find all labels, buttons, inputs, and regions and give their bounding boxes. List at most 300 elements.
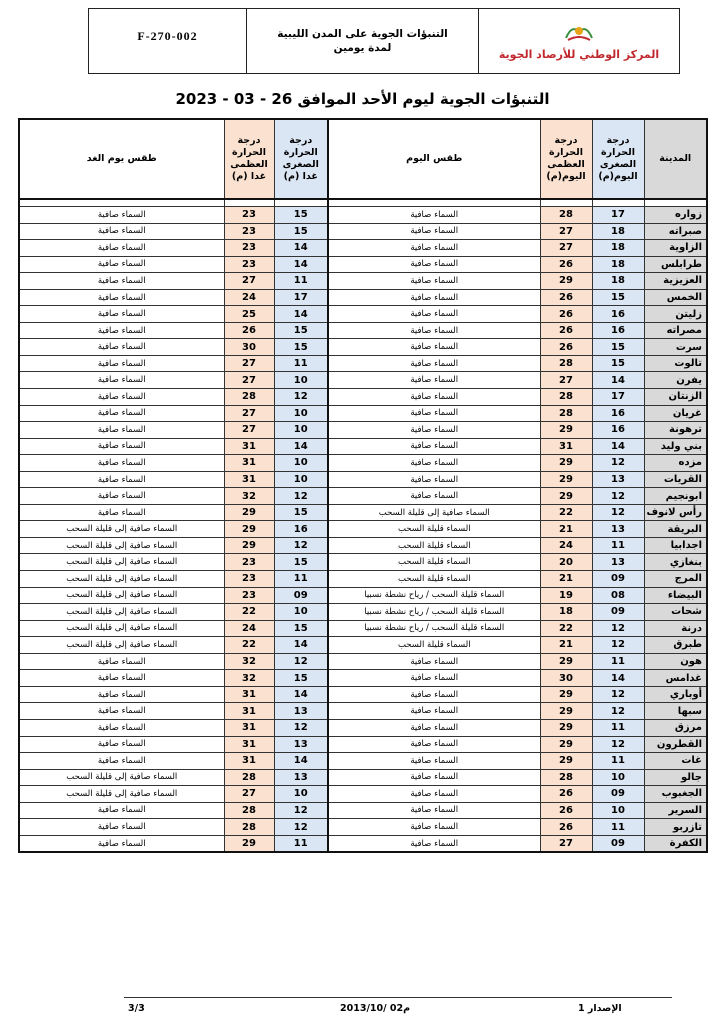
tomorrow-max-cell: 32 [224,670,274,687]
table-row [19,306,707,323]
today-max-cell: 26 [540,289,592,306]
tomorrow-weather-cell: السماء صافية [19,719,224,736]
tomorrow-max-cell: 27 [224,355,274,372]
tomorrow-weather-cell: السماء صافية [19,422,224,439]
tomorrow-max-cell: 28 [224,819,274,836]
table-row [19,620,707,637]
city-cell: درنة [644,620,707,637]
header-title [247,9,479,73]
today-weather-cell: السماء قليلة السحب [328,554,540,571]
table-row [19,537,707,554]
today-weather-cell: السماء قليلة السحب [328,537,540,554]
tomorrow-weather-cell: السماء صافية [19,819,224,836]
today-weather-cell: السماء صافية [328,686,540,703]
tomorrow-max-cell: 31 [224,686,274,703]
today-min-cell: 15 [592,355,644,372]
tomorrow-min-cell: 10 [274,455,328,472]
today-min-cell: 16 [592,322,644,339]
today-min-cell: 18 [592,223,644,240]
tomorrow-weather-cell: السماء صافية [19,256,224,273]
today-min-cell: 12 [592,703,644,720]
today-min-cell: 13 [592,471,644,488]
tomorrow-min-cell: 15 [274,223,328,240]
tomorrow-max-cell: 31 [224,438,274,455]
city-cell: الزنتان [644,389,707,406]
city-cell: اجدابيا [644,537,707,554]
city-cell: رأس لانوف [644,504,707,521]
today-min-cell: 13 [592,521,644,538]
table-row [19,422,707,439]
tomorrow-weather-cell: السماء صافية [19,438,224,455]
tomorrow-min-cell: 12 [274,488,328,505]
tomorrow-weather-cell: السماء صافية [19,455,224,472]
table-row [19,753,707,770]
tomorrow-min-cell: 14 [274,306,328,323]
today-min-cell: 11 [592,653,644,670]
today-max-cell: 22 [540,504,592,521]
tomorrow-weather-cell: السماء صافية [19,670,224,687]
today-weather-cell: السماء صافية [328,736,540,753]
tomorrow-weather-cell: السماء صافية [19,405,224,422]
tomorrow-weather-cell: السماء صافية إلى قليلة السحب [19,769,224,786]
tomorrow-max-cell: 23 [224,571,274,588]
tomorrow-min-cell: 11 [274,835,328,852]
today-min-cell: 14 [592,670,644,687]
col-header-tomorrow-min: درجة الحرارة الصغرى (م) غدا [274,119,328,199]
city-cell: هون [644,653,707,670]
city-cell: تازربو [644,819,707,836]
today-max-cell: 29 [540,703,592,720]
today-max-cell: 26 [540,256,592,273]
meteorology-logo-icon [562,22,596,44]
today-weather-cell: السماء قليلة السحب / رياح نشطة نسبيا [328,620,540,637]
tomorrow-weather-cell: السماء صافية إلى قليلة السحب [19,537,224,554]
today-weather-cell: السماء صافية [328,835,540,852]
table-row [19,322,707,339]
tomorrow-min-cell: 12 [274,389,328,406]
table-row [19,488,707,505]
tomorrow-max-cell: 32 [224,488,274,505]
tomorrow-max-cell: 31 [224,471,274,488]
forecast-table [18,118,708,853]
tomorrow-min-cell: 17 [274,289,328,306]
tomorrow-weather-cell: السماء صافية [19,372,224,389]
table-row [19,736,707,753]
today-weather-cell: السماء صافية [328,273,540,290]
document-header [88,8,680,74]
today-min-cell: 16 [592,422,644,439]
col-header-today-min: درجة الحرارة الصغرى (م)اليوم [592,119,644,199]
table-row [19,769,707,786]
city-cell: بنغازي [644,554,707,571]
tomorrow-weather-cell: السماء صافية [19,736,224,753]
tomorrow-min-cell: 15 [274,207,328,224]
tomorrow-max-cell: 31 [224,753,274,770]
today-weather-cell: السماء قليلة السحب / رياح نشطة نسبيا [328,587,540,604]
table-row [19,256,707,273]
today-max-cell: 26 [540,802,592,819]
today-max-cell: 28 [540,355,592,372]
city-cell: زليتن [644,306,707,323]
city-cell: سبها [644,703,707,720]
today-weather-cell: السماء صافية [328,753,540,770]
tomorrow-min-cell: 12 [274,653,328,670]
tomorrow-max-cell: 30 [224,339,274,356]
today-min-cell: 08 [592,587,644,604]
col-header-today-weather: طقس اليوم [328,119,540,199]
city-cell: السرير [644,802,707,819]
city-cell: مرزق [644,719,707,736]
tomorrow-weather-cell: السماء صافية إلى قليلة السحب [19,786,224,803]
table-row [19,587,707,604]
tomorrow-max-cell: 29 [224,537,274,554]
tomorrow-weather-cell: السماء صافية إلى قليلة السحب [19,620,224,637]
today-max-cell: 27 [540,372,592,389]
tomorrow-max-cell: 27 [224,372,274,389]
today-min-cell: 14 [592,438,644,455]
today-max-cell: 26 [540,322,592,339]
tomorrow-weather-cell: السماء صافية إلى قليلة السحب [19,521,224,538]
tomorrow-weather-cell: السماء صافية [19,273,224,290]
city-cell: غات [644,753,707,770]
city-cell: صبراته [644,223,707,240]
table-row [19,786,707,803]
tomorrow-weather-cell: السماء صافية [19,653,224,670]
today-weather-cell: السماء صافية إلى قليلة السحب [328,504,540,521]
tomorrow-weather-cell: السماء صافية [19,339,224,356]
today-max-cell: 28 [540,389,592,406]
today-max-cell: 30 [540,670,592,687]
tomorrow-max-cell: 23 [224,207,274,224]
tomorrow-min-cell: 10 [274,604,328,621]
city-cell: سرت [644,339,707,356]
organization-block [479,9,679,73]
tomorrow-min-cell: 15 [274,554,328,571]
city-cell: الخمس [644,289,707,306]
tomorrow-max-cell: 28 [224,769,274,786]
tomorrow-weather-cell: السماء صافية إلى قليلة السحب [19,587,224,604]
today-min-cell: 09 [592,571,644,588]
table-row [19,637,707,654]
today-min-cell: 15 [592,339,644,356]
today-min-cell: 09 [592,604,644,621]
today-weather-cell: السماء صافية [328,471,540,488]
today-weather-cell: السماء صافية [328,372,540,389]
table-row [19,339,707,356]
tomorrow-max-cell: 27 [224,273,274,290]
tomorrow-min-cell: 11 [274,571,328,588]
tomorrow-max-cell: 29 [224,835,274,852]
today-min-cell: 11 [592,819,644,836]
table-row [19,802,707,819]
tomorrow-max-cell: 29 [224,504,274,521]
today-max-cell: 28 [540,207,592,224]
today-min-cell: 14 [592,372,644,389]
document-title: التنبؤات الجوية ليوم الأحد الموافق 26 - 03 - 2023 [175,90,550,108]
tomorrow-max-cell: 23 [224,240,274,257]
today-max-cell: 22 [540,620,592,637]
today-weather-cell: السماء صافية [328,322,540,339]
footer-page-number: 3/3 [128,1003,145,1014]
today-min-cell: 18 [592,240,644,257]
today-weather-cell: السماء صافية [328,819,540,836]
city-cell: البيضاء [644,587,707,604]
tomorrow-max-cell: 32 [224,653,274,670]
today-weather-cell: السماء صافية [328,256,540,273]
tomorrow-min-cell: 13 [274,769,328,786]
tomorrow-weather-cell: السماء صافية إلى قليلة السحب [19,571,224,588]
city-cell: جالو [644,769,707,786]
tomorrow-min-cell: 12 [274,802,328,819]
tomorrow-min-cell: 14 [274,637,328,654]
today-max-cell: 24 [540,537,592,554]
today-weather-cell: السماء صافية [328,455,540,472]
table-row [19,504,707,521]
table-row [19,389,707,406]
footer-divider [124,997,672,998]
tomorrow-min-cell: 14 [274,753,328,770]
tomorrow-min-cell: 15 [274,339,328,356]
city-cell: الزاوية [644,240,707,257]
tomorrow-min-cell: 10 [274,372,328,389]
tomorrow-min-cell: 13 [274,703,328,720]
tomorrow-min-cell: 09 [274,587,328,604]
header-spacer [19,199,707,207]
tomorrow-min-cell: 12 [274,719,328,736]
header-title-line1: التنبؤات الجوية على المدن الليبية [277,28,448,40]
tomorrow-min-cell: 11 [274,273,328,290]
city-cell: مزده [644,455,707,472]
tomorrow-weather-cell: السماء صافية [19,223,224,240]
tomorrow-min-cell: 15 [274,504,328,521]
tomorrow-min-cell: 10 [274,422,328,439]
today-min-cell: 18 [592,273,644,290]
tomorrow-weather-cell: السماء صافية [19,322,224,339]
today-weather-cell: السماء صافية [328,339,540,356]
table-row [19,835,707,852]
today-weather-cell: السماء صافية [328,438,540,455]
today-max-cell: 27 [540,223,592,240]
tomorrow-max-cell: 31 [224,719,274,736]
today-max-cell: 29 [540,455,592,472]
tomorrow-max-cell: 27 [224,786,274,803]
tomorrow-min-cell: 12 [274,819,328,836]
today-weather-cell: السماء صافية [328,207,540,224]
tomorrow-min-cell: 14 [274,438,328,455]
table-row [19,653,707,670]
tomorrow-max-cell: 22 [224,604,274,621]
city-cell: الكفرة [644,835,707,852]
table-row [19,670,707,687]
today-max-cell: 29 [540,736,592,753]
city-cell: أوباري [644,686,707,703]
table-row [19,372,707,389]
tomorrow-min-cell: 14 [274,256,328,273]
organization-name: المركز الوطني للأرصاد الجوية [498,47,660,61]
today-weather-cell: السماء صافية [328,653,540,670]
city-cell: غدامس [644,670,707,687]
tomorrow-max-cell: 23 [224,587,274,604]
city-cell: غريان [644,405,707,422]
table-row [19,207,707,224]
today-min-cell: 12 [592,455,644,472]
today-min-cell: 12 [592,637,644,654]
tomorrow-weather-cell: السماء صافية [19,802,224,819]
table-row [19,455,707,472]
today-weather-cell: السماء صافية [328,786,540,803]
today-max-cell: 21 [540,637,592,654]
today-min-cell: 11 [592,537,644,554]
today-min-cell: 18 [592,256,644,273]
col-header-today-max: درجة الحرارة العظمى (م)اليوم [540,119,592,199]
today-min-cell: 09 [592,835,644,852]
today-max-cell: 29 [540,488,592,505]
table-row [19,438,707,455]
tomorrow-max-cell: 23 [224,256,274,273]
table-header-row [19,119,707,199]
today-min-cell: 12 [592,504,644,521]
today-weather-cell: السماء صافية [328,306,540,323]
tomorrow-weather-cell: السماء صافية [19,504,224,521]
tomorrow-max-cell: 28 [224,802,274,819]
city-cell: ابونجيم [644,488,707,505]
today-weather-cell: السماء قليلة السحب [328,637,540,654]
city-cell: البريقة [644,521,707,538]
city-cell: طرابلس [644,256,707,273]
tomorrow-min-cell: 14 [274,686,328,703]
today-weather-cell: السماء صافية [328,289,540,306]
city-cell: شحات [644,604,707,621]
today-min-cell: 16 [592,306,644,323]
today-max-cell: 27 [540,835,592,852]
table-row [19,273,707,290]
city-cell: مصراته [644,322,707,339]
tomorrow-max-cell: 28 [224,389,274,406]
tomorrow-max-cell: 31 [224,703,274,720]
tomorrow-weather-cell: السماء صافية إلى قليلة السحب [19,604,224,621]
tomorrow-min-cell: 16 [274,521,328,538]
today-max-cell: 28 [540,405,592,422]
today-weather-cell: السماء صافية [328,769,540,786]
today-weather-cell: السماء صافية [328,240,540,257]
today-min-cell: 17 [592,207,644,224]
today-max-cell: 26 [540,306,592,323]
today-max-cell: 29 [540,719,592,736]
tomorrow-weather-cell: السماء صافية [19,240,224,257]
tomorrow-weather-cell: السماء صافية [19,389,224,406]
city-cell: القريات [644,471,707,488]
today-min-cell: 16 [592,405,644,422]
tomorrow-min-cell: 15 [274,670,328,687]
tomorrow-max-cell: 23 [224,223,274,240]
tomorrow-weather-cell: السماء صافية [19,306,224,323]
form-code: F-270-002 [89,9,247,73]
city-cell: المرج [644,571,707,588]
table-row [19,604,707,621]
city-cell: تالوت [644,355,707,372]
tomorrow-max-cell: 24 [224,620,274,637]
tomorrow-max-cell: 26 [224,322,274,339]
tomorrow-weather-cell: السماء صافية [19,207,224,224]
table-row [19,405,707,422]
today-weather-cell: السماء صافية [328,355,540,372]
table-row [19,289,707,306]
table-row [19,355,707,372]
tomorrow-weather-cell: السماء صافية [19,753,224,770]
today-weather-cell: السماء صافية [328,389,540,406]
table-row [19,819,707,836]
city-cell: يفرن [644,372,707,389]
today-max-cell: 29 [540,422,592,439]
today-weather-cell: السماء صافية [328,802,540,819]
today-min-cell: 09 [592,786,644,803]
today-weather-cell: السماء صافية [328,405,540,422]
today-weather-cell: السماء قليلة السحب [328,521,540,538]
table-row [19,719,707,736]
col-header-city: المدينة [644,119,707,199]
tomorrow-max-cell: 31 [224,736,274,753]
city-cell: طبرق [644,637,707,654]
tomorrow-weather-cell: السماء صافية [19,488,224,505]
table-row [19,471,707,488]
tomorrow-min-cell: 10 [274,471,328,488]
today-min-cell: 13 [592,554,644,571]
today-max-cell: 29 [540,653,592,670]
tomorrow-weather-cell: السماء صافية [19,289,224,306]
tomorrow-max-cell: 29 [224,521,274,538]
tomorrow-max-cell: 23 [224,554,274,571]
tomorrow-max-cell: 27 [224,405,274,422]
tomorrow-max-cell: 24 [224,289,274,306]
today-max-cell: 21 [540,521,592,538]
today-weather-cell: السماء صافية [328,223,540,240]
table-row [19,686,707,703]
tomorrow-min-cell: 15 [274,322,328,339]
header-title-line2: لمدة يومين [333,42,392,54]
footer-date: 2013/10/ 02م [340,1003,411,1014]
tomorrow-min-cell: 11 [274,355,328,372]
today-max-cell: 26 [540,339,592,356]
tomorrow-weather-cell: السماء صافية [19,355,224,372]
city-cell: ترهونة [644,422,707,439]
table-row [19,571,707,588]
table-row [19,240,707,257]
today-max-cell: 28 [540,769,592,786]
today-weather-cell: السماء صافية [328,422,540,439]
table-row [19,223,707,240]
today-max-cell: 31 [540,438,592,455]
today-max-cell: 29 [540,471,592,488]
today-weather-cell: السماء صافية [328,488,540,505]
tomorrow-weather-cell: السماء صافية [19,703,224,720]
today-min-cell: 10 [592,802,644,819]
col-header-tomorrow-weather: طقس يوم الغد [19,119,224,199]
city-cell: العزيزية [644,273,707,290]
today-min-cell: 11 [592,753,644,770]
today-min-cell: 15 [592,289,644,306]
city-cell: القطرون [644,736,707,753]
table-row [19,521,707,538]
today-max-cell: 21 [540,571,592,588]
tomorrow-min-cell: 10 [274,405,328,422]
tomorrow-min-cell: 15 [274,620,328,637]
today-weather-cell: السماء قليلة السحب / رياح نشطة نسبيا [328,604,540,621]
today-max-cell: 19 [540,587,592,604]
today-min-cell: 17 [592,389,644,406]
today-weather-cell: السماء صافية [328,670,540,687]
city-cell: الجغبوب [644,786,707,803]
today-max-cell: 20 [540,554,592,571]
